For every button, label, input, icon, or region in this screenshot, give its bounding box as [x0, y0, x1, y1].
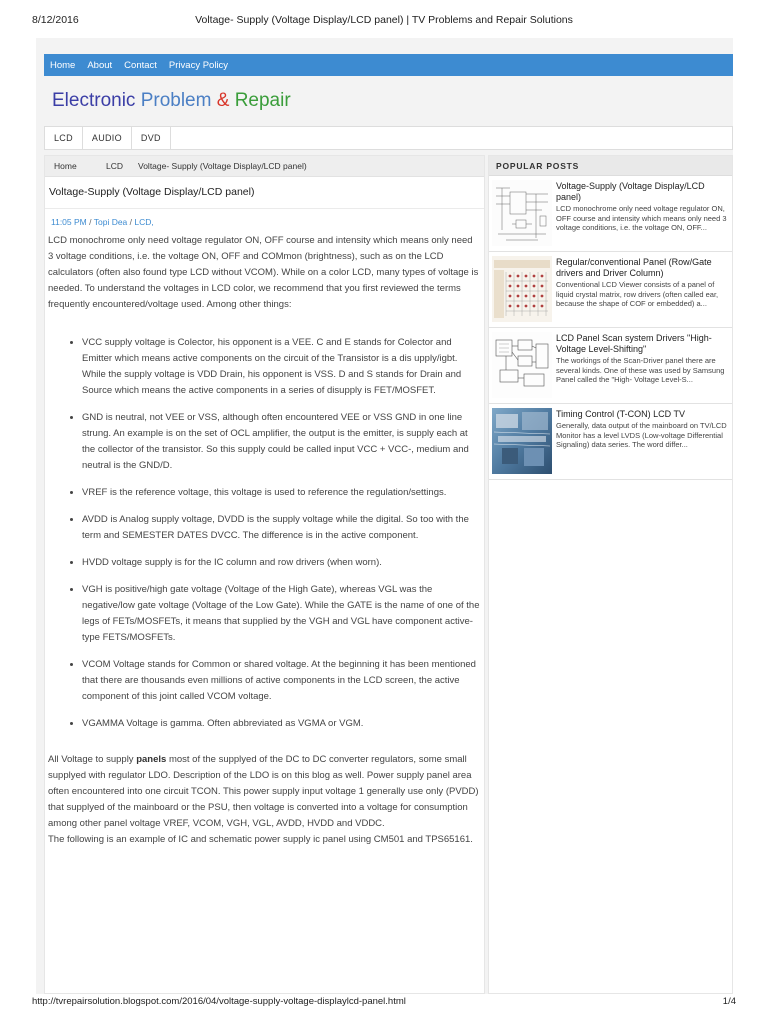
site-title[interactable] — [52, 90, 291, 112]
popular-post-title-link[interactable]: Voltage-Supply (Voltage Display/LCD panel) — [556, 181, 705, 202]
print-footer — [32, 996, 736, 1012]
popular-post-title-link[interactable]: Timing Control (T-CON) LCD TV — [556, 409, 686, 419]
popular-post-snippet: Conventional LCD Viewer consists of a panel of liquid crystal matrix, row drivers (often called ear, because the shape of COF or embedded) a... — [556, 280, 719, 308]
outro-bold-panels: panels — [136, 754, 167, 765]
popular-post-item[interactable] — [489, 176, 732, 252]
list-item: • HVDD voltage supply is for the IC column and row drivers (when worn). — [82, 555, 480, 571]
popular-post-snippet: LCD monochrome only need voltage regulator ON, OFF course and intensity which means only need 3 voltage conditions, i.e. the voltage ON, OFF... — [556, 204, 727, 232]
list-item: • VCC supply voltage is Colector, his opponent is a VEE. C and E stands for Colector and Emitter which means active components on the circuit of the Transistor is a dis upply/igbt. While the supply voltage is VDD Drain, his opponent is VSS. D and S stands for Drain and Source which means the active components in a series of disupply is FET/MOSFET. — [82, 335, 480, 399]
print-url: http://tvrepairsolution.blogspot.com/2016/04/voltage-supply-voltage-displaylcd-panel.html — [32, 996, 406, 1007]
schematic-thumbnail-icon[interactable] — [492, 180, 552, 246]
main-content — [44, 155, 485, 994]
list-item: • VCOM Voltage stands for Common or shared voltage. At the beginning it has been mentioned that there are thousands even millions of active components in the LCD screen, the active component of this joint called VCOM voltage. — [82, 657, 480, 705]
sidebar — [488, 155, 733, 994]
blog-page — [36, 38, 733, 994]
list-item: • VGAMMA Voltage is gamma. Often abbreviated as VGMA or VGM. — [82, 716, 480, 732]
breadcrumb-home-link[interactable]: Home — [54, 161, 77, 171]
category-lcd-link[interactable]: LCD — [45, 127, 83, 149]
matrix-panel-thumbnail-icon[interactable] — [492, 256, 552, 322]
post-closing-paragraph: The following is an example of IC and schematic power supply ic panel using CM501 and TPS65161. — [48, 834, 473, 845]
nav-home-link[interactable]: Home — [50, 59, 76, 71]
nav-contact-link[interactable]: Contact — [124, 59, 157, 71]
popular-post-item[interactable] — [489, 328, 732, 404]
post-label-link[interactable]: LCD, — [134, 217, 154, 227]
block-diagram-thumbnail-icon[interactable] — [492, 332, 552, 398]
print-title: Voltage- Supply (Voltage Display/LCD panel) | TV Problems and Repair Solutions — [195, 14, 573, 26]
post-title: Voltage-Supply (Voltage Display/LCD panel) — [45, 177, 484, 209]
site-title-word-electronic: Electronic — [52, 90, 136, 111]
post-meta-separator: / — [89, 217, 92, 227]
popular-post-item[interactable] — [489, 404, 732, 480]
top-navigation — [44, 54, 733, 76]
category-audio-link[interactable]: AUDIO — [83, 127, 132, 149]
popular-post-snippet: The workings of the Scan-Driver panel there are several kinds. One of these was used by Samsung Panel called the "High- Voltage Level-S... — [556, 356, 725, 384]
popular-post-title-link[interactable]: LCD Panel Scan system Drivers "High-Voltage Level-Shifting" — [556, 333, 712, 354]
list-item: • GND is neutral, not VEE or VSS, although often encountered VEE or VSS GND in one line strung. An example is on the set of OCL amplifier, the output is the emitter, is supply each at the collector of the transistor. So this supply could be called input VCC + VCC-, medium and neutral is the GND/D. — [82, 410, 480, 474]
post-time-link[interactable]: 11:05 PM — [51, 217, 87, 227]
print-header — [32, 14, 736, 30]
category-navigation — [44, 126, 733, 150]
site-title-word-problem: Problem — [140, 90, 212, 111]
breadcrumb-current: Voltage- Supply (Voltage Display/LCD panel) — [138, 161, 307, 171]
list-item: • VGH is positive/high gate voltage (Voltage of the High Gate), whereas VGL was the negative/low gate voltage (Voltage of the Low Gate). While the GATE is the name of one of the legs of FETs/MOSFETs, it means that supplied by the VGH and VGL have component active-type FETS/MOSFETs. — [82, 582, 480, 646]
list-item: • VREF is the reference voltage, this voltage is used to reference the regulation/settings. — [82, 485, 480, 501]
popular-posts-heading: POPULAR POSTS — [489, 156, 732, 176]
popular-post-snippet: Generally, data output of the mainboard on TV/LCD Monitor has a level LVDS (Low-voltage Differential Signaling) data series. The word differ... — [556, 421, 727, 449]
category-dvd-link[interactable]: DVD — [132, 127, 171, 149]
outro-text: All Voltage to supply — [48, 754, 137, 765]
outro-text: most of the supplyed of the DC to DC converter regulators, some small supplyed with regulator LDO. Description of the LDO is on this blog as well. Power supply panel area often encountered into one circuit TCON. This power supply input voltage 1 generally use only (PVDD) that supplyed of the mainboard or the PSU, then voltage is converted into a voltage for consumption among other panel voltage VREF, VCOM, VGH, VGL, AVDD, HVDD and VDDC. — [48, 754, 479, 829]
nav-privacy-link[interactable]: Privacy Policy — [168, 59, 229, 71]
post-intro-paragraph: LCD monochrome only need voltage regulator ON, OFF course and intensity which means only need 3 voltage conditions, i.e. the voltage ON, OFF and COMmon (brightness), such as on the LCD calculators (often also found type LCD without VCOM). While on a color LCD, many types of voltage is needed. To understand the voltages in LCD color, we recommend that you first reviewed the terms frequently encountered/voltage used. Among other things: — [48, 235, 479, 310]
post-meta — [45, 209, 484, 233]
tcon-board-photo-thumbnail-icon[interactable] — [492, 408, 552, 474]
print-page-number: 1/4 — [722, 996, 736, 1007]
post-body — [45, 233, 484, 848]
post-author-link[interactable]: Topi Dea — [93, 217, 128, 227]
site-title-ampersand: & — [216, 90, 230, 111]
site-title-word-repair: Repair — [234, 90, 291, 111]
voltage-term-list — [48, 335, 480, 732]
popular-post-title-link[interactable]: Regular/conventional Panel (Row/Gate drivers and Driver Column) — [556, 257, 712, 278]
list-item: • AVDD is Analog supply voltage, DVDD is the supply voltage while the digital. So too with the term and SEMESTER DATES DVCC. The difference is in the active component. — [82, 512, 480, 544]
post-outro-paragraph — [48, 752, 480, 832]
print-date: 8/12/2016 — [32, 14, 79, 26]
breadcrumb-lcd-link[interactable]: LCD — [106, 161, 124, 171]
popular-post-item[interactable] — [489, 252, 732, 328]
breadcrumb — [45, 156, 484, 177]
post-meta-separator: / — [129, 217, 133, 227]
nav-about-link[interactable]: About — [87, 59, 113, 71]
